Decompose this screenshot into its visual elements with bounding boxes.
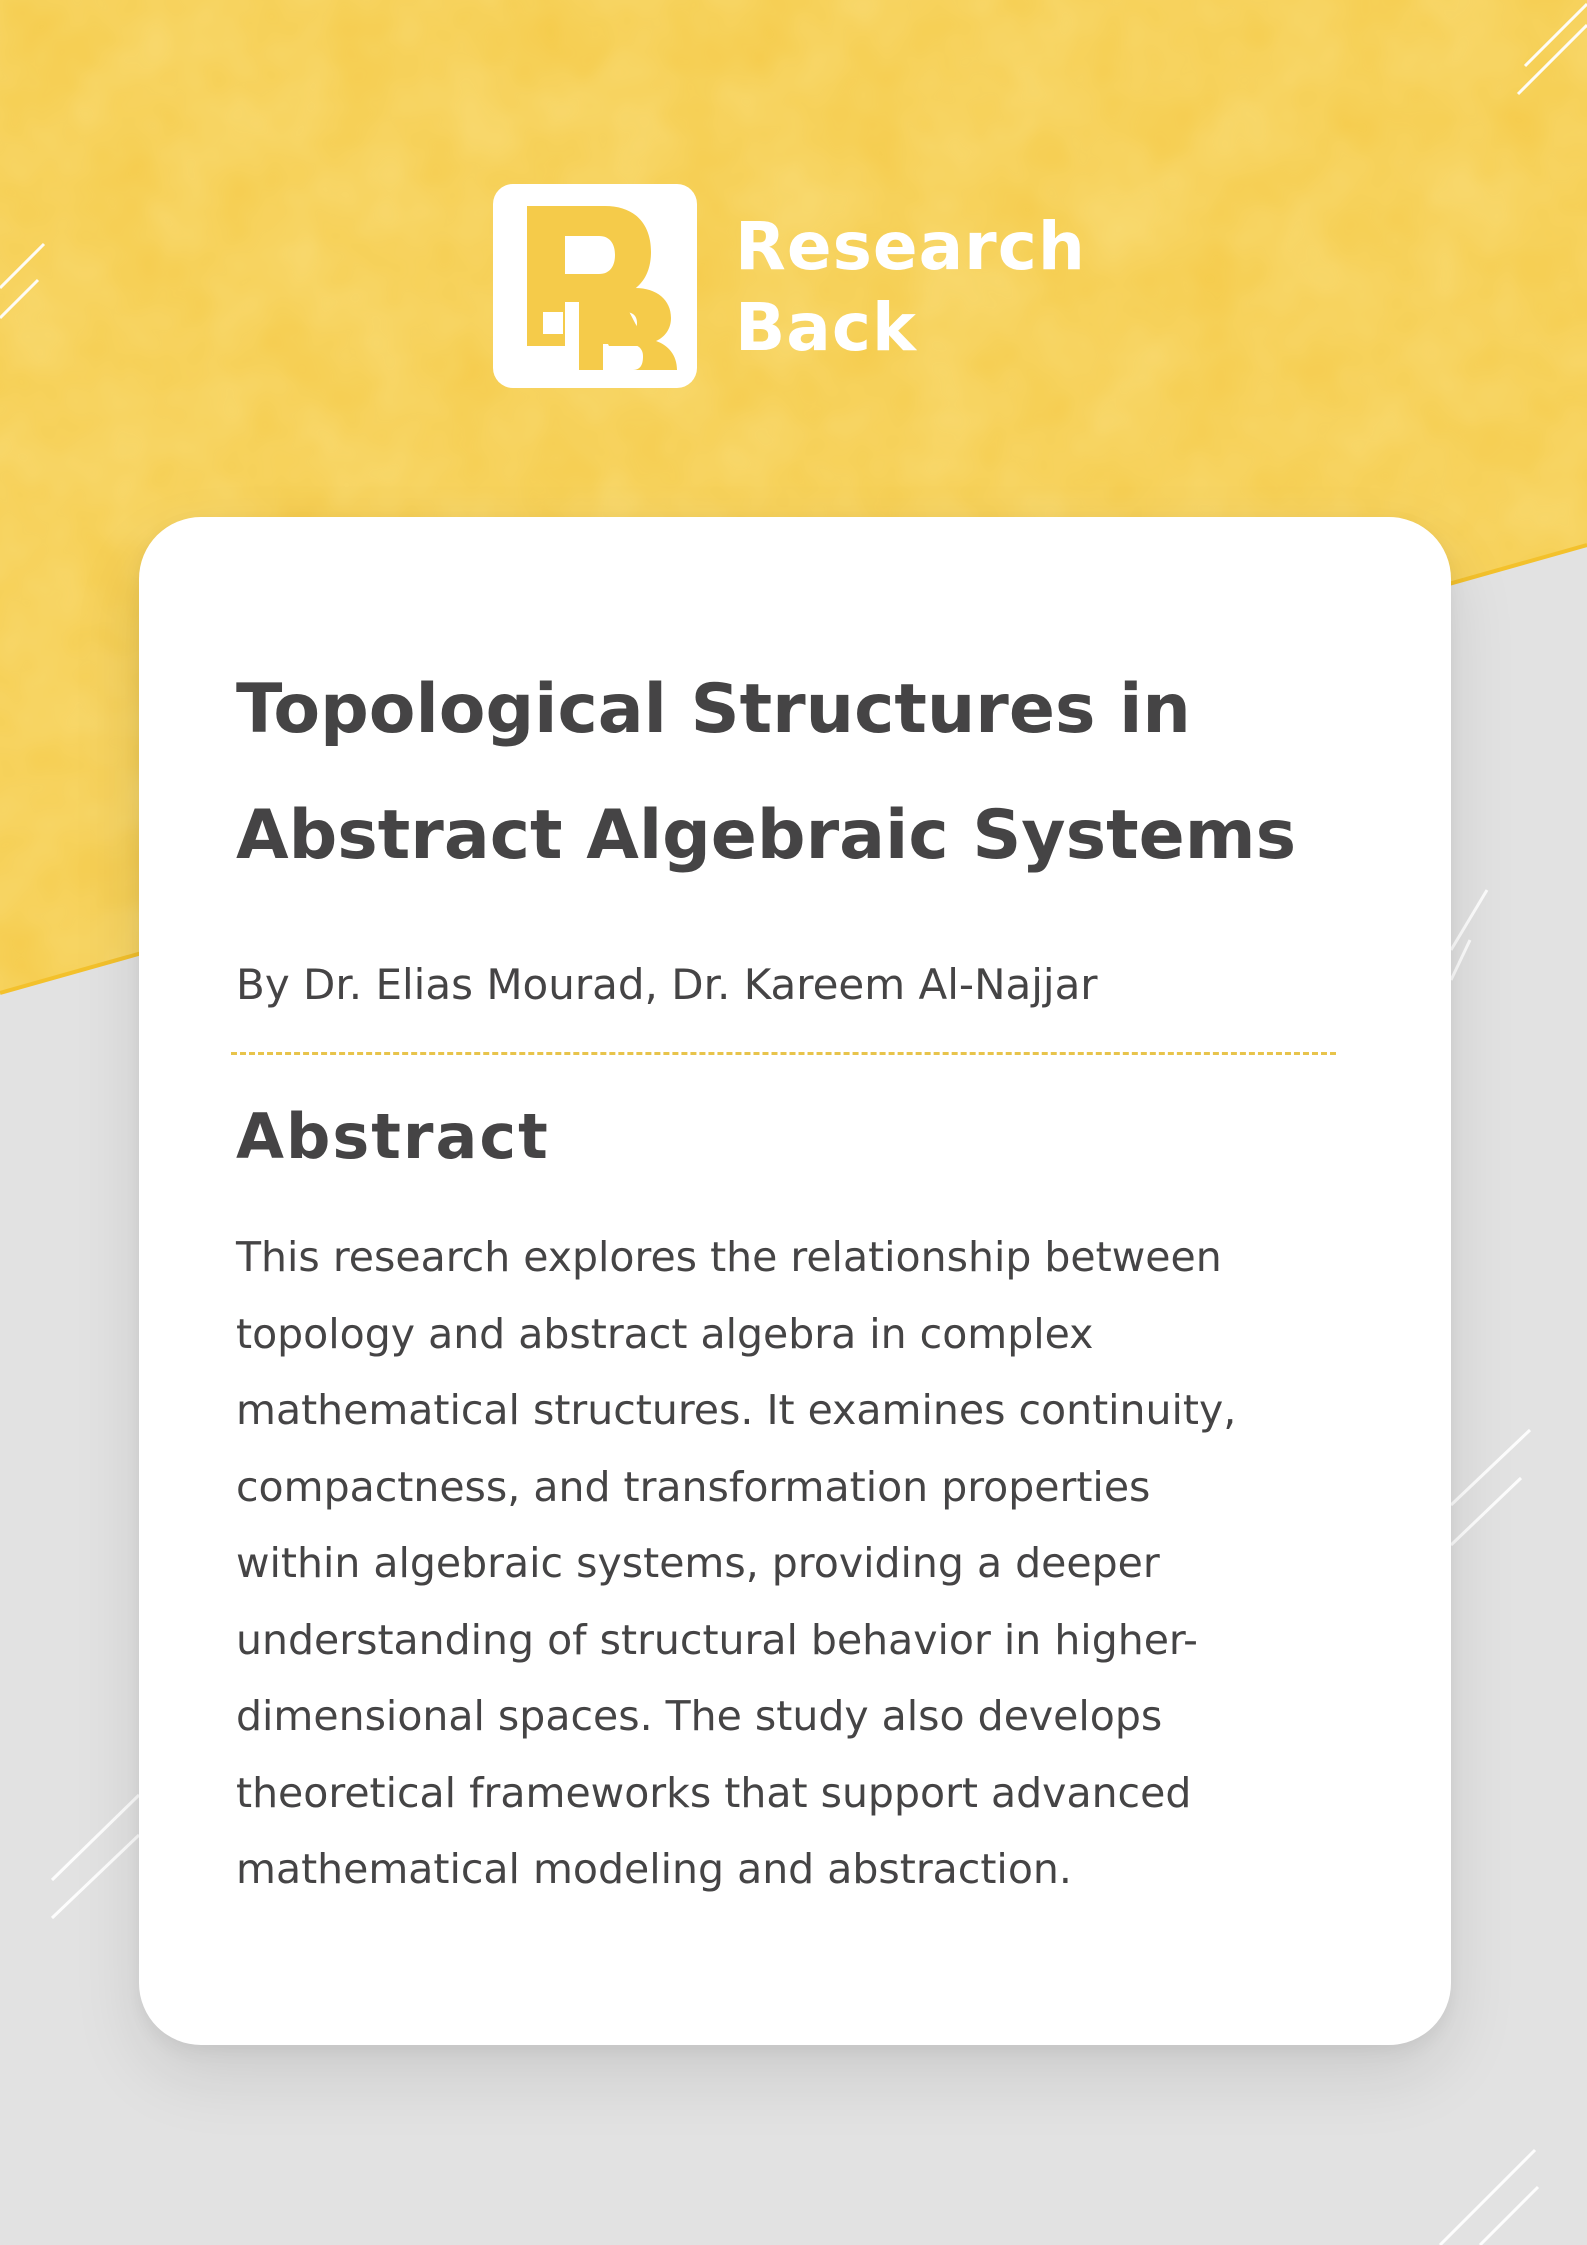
decor-lines-right-mid bbox=[1451, 890, 1487, 980]
paper-title-line-1: Topological Structures in bbox=[236, 670, 1191, 749]
abstract-line: This research explores the relationship between bbox=[236, 1233, 1222, 1281]
abstract-line: theoretical frameworks that support advanced bbox=[236, 1768, 1192, 1817]
brand-logo bbox=[493, 184, 697, 388]
rb-monogram-icon bbox=[493, 184, 697, 388]
paper-title bbox=[236, 647, 1386, 899]
brand-name-line-2: Back bbox=[735, 289, 917, 366]
abstract-body bbox=[236, 1219, 1366, 1908]
dashed-divider bbox=[231, 1052, 1336, 1055]
abstract-line: within algebraic systems, providing a deeper bbox=[236, 1539, 1160, 1587]
abstract-line: mathematical structures. It examines continuity, bbox=[236, 1386, 1237, 1434]
abstract-heading: Abstract bbox=[236, 1100, 550, 1173]
decor-lines-bottom-right bbox=[1440, 2150, 1538, 2245]
abstract-line: topology and abstract algebra in complex bbox=[236, 1309, 1094, 1358]
decor-lines-left-lower bbox=[52, 1795, 139, 1918]
abstract-line: dimensional spaces. The study also develops bbox=[236, 1692, 1163, 1740]
brand-name-line-1: Research bbox=[735, 208, 1086, 285]
abstract-line: mathematical modeling and abstraction. bbox=[236, 1845, 1072, 1893]
paper-title-line-2: Abstract Algebraic Systems bbox=[236, 796, 1297, 875]
abstract-line: understanding of structural behavior in higher- bbox=[236, 1615, 1198, 1664]
decor-lines-right-lower bbox=[1451, 1430, 1530, 1545]
paper-card bbox=[139, 517, 1451, 2045]
brand-name bbox=[735, 206, 1086, 368]
paper-authors: By Dr. Elias Mourad, Dr. Kareem Al-Najjar bbox=[236, 960, 1098, 1009]
abstract-line: compactness, and transformation properties bbox=[236, 1462, 1151, 1511]
